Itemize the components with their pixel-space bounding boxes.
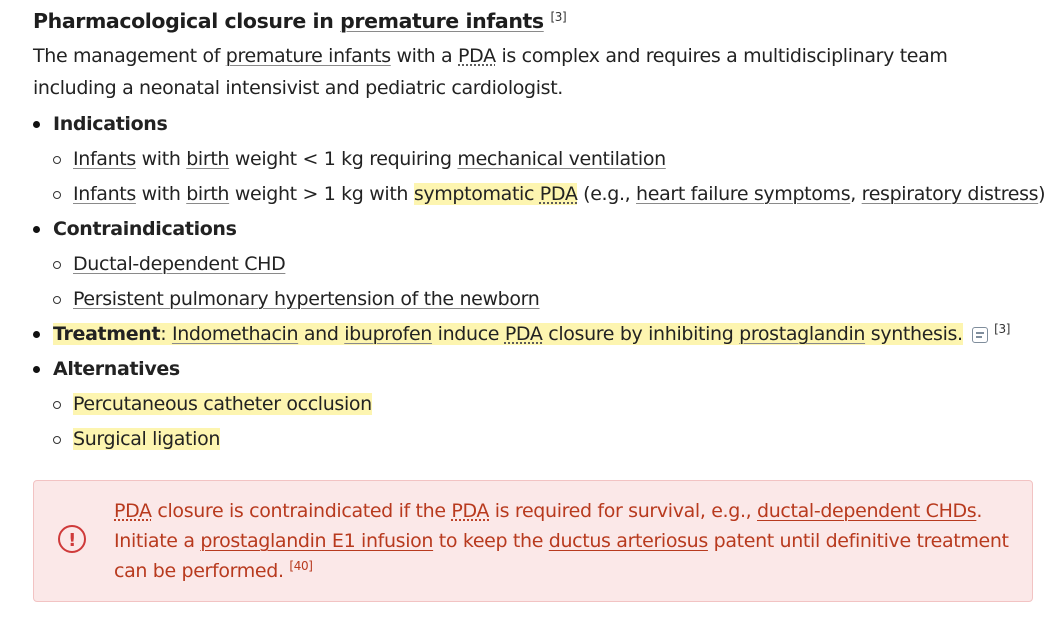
contraindication-2 (53, 282, 1054, 317)
warning-text: PDA closure is contraindicated if the PDA is required for survival, e.g., ductal-dependent CHDs. Initiate a prostaglandin E1 infusion to keep the ductus arteriosus patent until definitive treatment can be performed. [40] (114, 500, 1009, 582)
alternative-surgical: Surgical ligation (73, 428, 221, 450)
alternative-2 (53, 422, 1054, 457)
prostaglandin-e1-infusion-link[interactable]: prostaglandin E1 infusion (200, 530, 434, 552)
alternatives-sublist (53, 387, 1054, 457)
alternative-percutaneous: Percutaneous catheter occlusion (73, 393, 372, 415)
pphn-link[interactable]: Persistent pulmonary hypertension of the newborn (73, 288, 540, 310)
indications-sublist (53, 142, 1054, 212)
infants-link[interactable]: Infants (73, 148, 136, 170)
section-heading: Pharmacological closure in premature infants [3] (33, 9, 567, 33)
contraindications-sublist (53, 247, 1054, 317)
pda-abbreviation[interactable]: PDA (504, 323, 543, 345)
heart-failure-symptoms-link[interactable]: heart failure symptoms (636, 183, 851, 205)
alternative-1 (53, 387, 1054, 422)
highlight-symptomatic-pda: symptomatic PDA (413, 183, 578, 205)
reference-40[interactable]: [40] (289, 559, 313, 573)
highlight-treatment: Treatment: Indomethacin and ibuprofen induce PDA closure by inhibiting prostaglandin synthesis. (53, 323, 963, 345)
birth-link[interactable]: birth (186, 148, 230, 170)
indication-2: Infants with birth weight > 1 kg with symptomatic PDA (e.g., heart failure symptoms, respiratory distress) (53, 177, 1054, 212)
contraindication-1 (53, 247, 1054, 282)
respiratory-distress-link[interactable]: respiratory distress (861, 183, 1039, 205)
intro-paragraph: The management of premature infants with a PDA is complex and requires a multidisciplinary team including a neonatal intensivist and pediatric cardiologist. (33, 45, 948, 99)
prostaglandin-link[interactable]: prostaglandin (739, 323, 866, 345)
reference-3[interactable]: [3] (994, 322, 1011, 336)
pda-abbreviation[interactable]: PDA (458, 45, 496, 67)
ductal-dependent-chds-link[interactable]: ductal-dependent CHDs (757, 500, 977, 522)
premature-infants-link[interactable]: premature infants (225, 45, 391, 67)
premature-infants-link[interactable]: premature infants (340, 9, 544, 33)
alternatives-item: Alternatives Percutaneous catheter occlusion Surgical ligation (33, 352, 1054, 457)
indication-1: Infants with birth weight < 1 kg requiring mechanical ventilation (53, 142, 1054, 177)
reference-3[interactable]: [3] (550, 10, 567, 24)
mechanical-ventilation-link[interactable]: mechanical ventilation (457, 148, 666, 170)
ibuprofen-link[interactable]: ibuprofen (344, 323, 432, 345)
pda-abbreviation[interactable]: PDA (114, 500, 152, 522)
indications-item: Indications Infants with birth weight < 1 kg requiring mechanical ventilation Infants with birth weight > 1 kg with symptomatic PDA (e.g., heart failure symptoms, respiratory distress) (33, 107, 1054, 212)
infants-link[interactable]: Infants (73, 183, 136, 205)
pda-closure-list (33, 107, 1054, 457)
ductal-dependent-chd-link[interactable]: Ductal-dependent CHD (73, 253, 286, 275)
contraindications-item: Contraindications Ductal-dependent CHD Persistent pulmonary hypertension of the newborn (33, 212, 1054, 317)
warning-callout (33, 480, 1033, 602)
ductus-arteriosus-link[interactable]: ductus arteriosus (548, 530, 708, 552)
pda-abbreviation[interactable]: PDA (539, 183, 578, 205)
birth-link[interactable]: birth (186, 183, 230, 205)
note-icon[interactable] (972, 327, 988, 343)
pda-abbreviation[interactable]: PDA (451, 500, 490, 522)
indomethacin-link[interactable]: Indomethacin (171, 323, 299, 345)
exclamation-circle-icon: ! (58, 525, 86, 553)
treatment-item (33, 317, 1054, 352)
